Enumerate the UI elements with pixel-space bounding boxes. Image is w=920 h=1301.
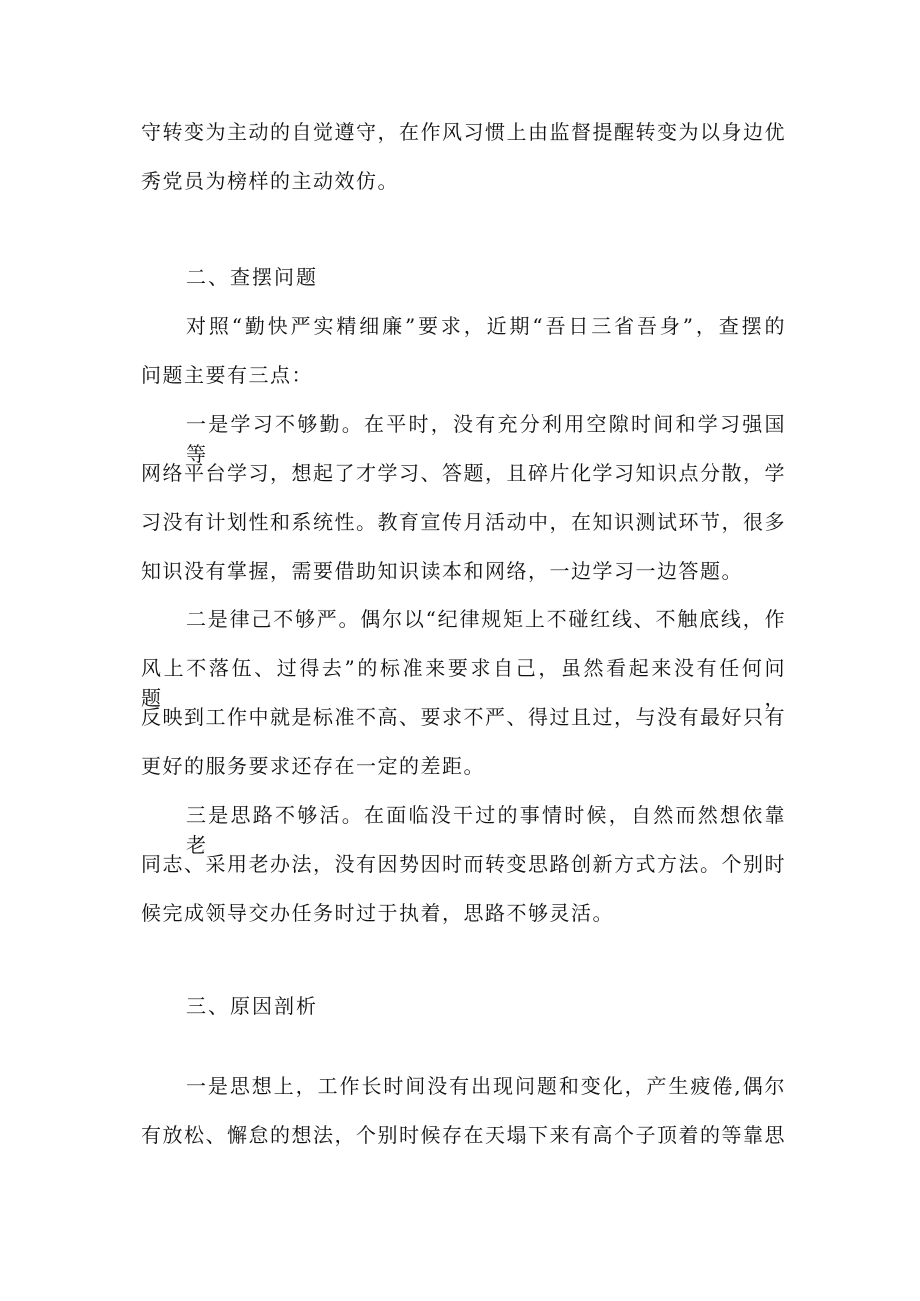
section-heading-problems: 二、查摆问题 <box>186 265 318 289</box>
intro-line-1: 守转变为主动的自觉遵守，在作风习惯上由监督提醒转变为以身边优 <box>141 120 786 144</box>
problems-lead-line-1: 对照“勤快严实精细廉”要求，近期“吾日三省吾身”，查摆的 <box>186 314 786 338</box>
point3-line-3: 候完成领导交办任务时过于执着，思路不够灵活。 <box>141 901 614 925</box>
point3-line-1: 三是思路不够活。在面临没干过的事情时候，自然而然想依靠老 <box>186 803 786 857</box>
intro-line-2: 秀党员为榜样的主动效仿。 <box>141 169 399 193</box>
causes-point1-line-1: 一是思想上，工作长时间没有出现问题和变化，产生疲倦,偶尔 <box>186 1074 786 1098</box>
problems-lead-line-2: 问题主要有三点： <box>141 363 313 387</box>
point2-line-4: 更好的服务要求还存在一定的差距。 <box>141 754 485 778</box>
point2-line-2: 风上不落伍、过得去”的标准来要求自己，虽然看起来没有任何问题， <box>141 656 786 710</box>
point3-line-2: 同志、采用老办法，没有因势因时而转变思路创新方式方法。个别时 <box>141 852 786 876</box>
point1-line-2: 网络平台学习，想起了才学习、答题，且碎片化学习知识点分散，学 <box>141 461 786 485</box>
point1-line-4: 知识没有掌握，需要借助知识读本和网络，一边学习一边答题。 <box>141 559 743 583</box>
point2-line-1: 二是律己不够严。偶尔以“纪律规矩上不碰红线、不触底线，作 <box>186 607 786 631</box>
point1-line-1: 一是学习不够勤。在平时，没有充分利用空隙时间和学习强国等 <box>186 412 786 466</box>
point1-line-3: 习没有计划性和系统性。教育宣传月活动中，在知识测试环节，很多 <box>141 510 786 534</box>
point2-line-3: 反映到工作中就是标准不高、要求不严、得过且过，与没有最好只有 <box>141 705 786 729</box>
causes-point1-line-2: 有放松、懈怠的想法，个别时候存在天塌下来有高个子顶着的等靠思 <box>141 1123 786 1147</box>
section-heading-causes: 三、原因剖析 <box>186 994 318 1018</box>
